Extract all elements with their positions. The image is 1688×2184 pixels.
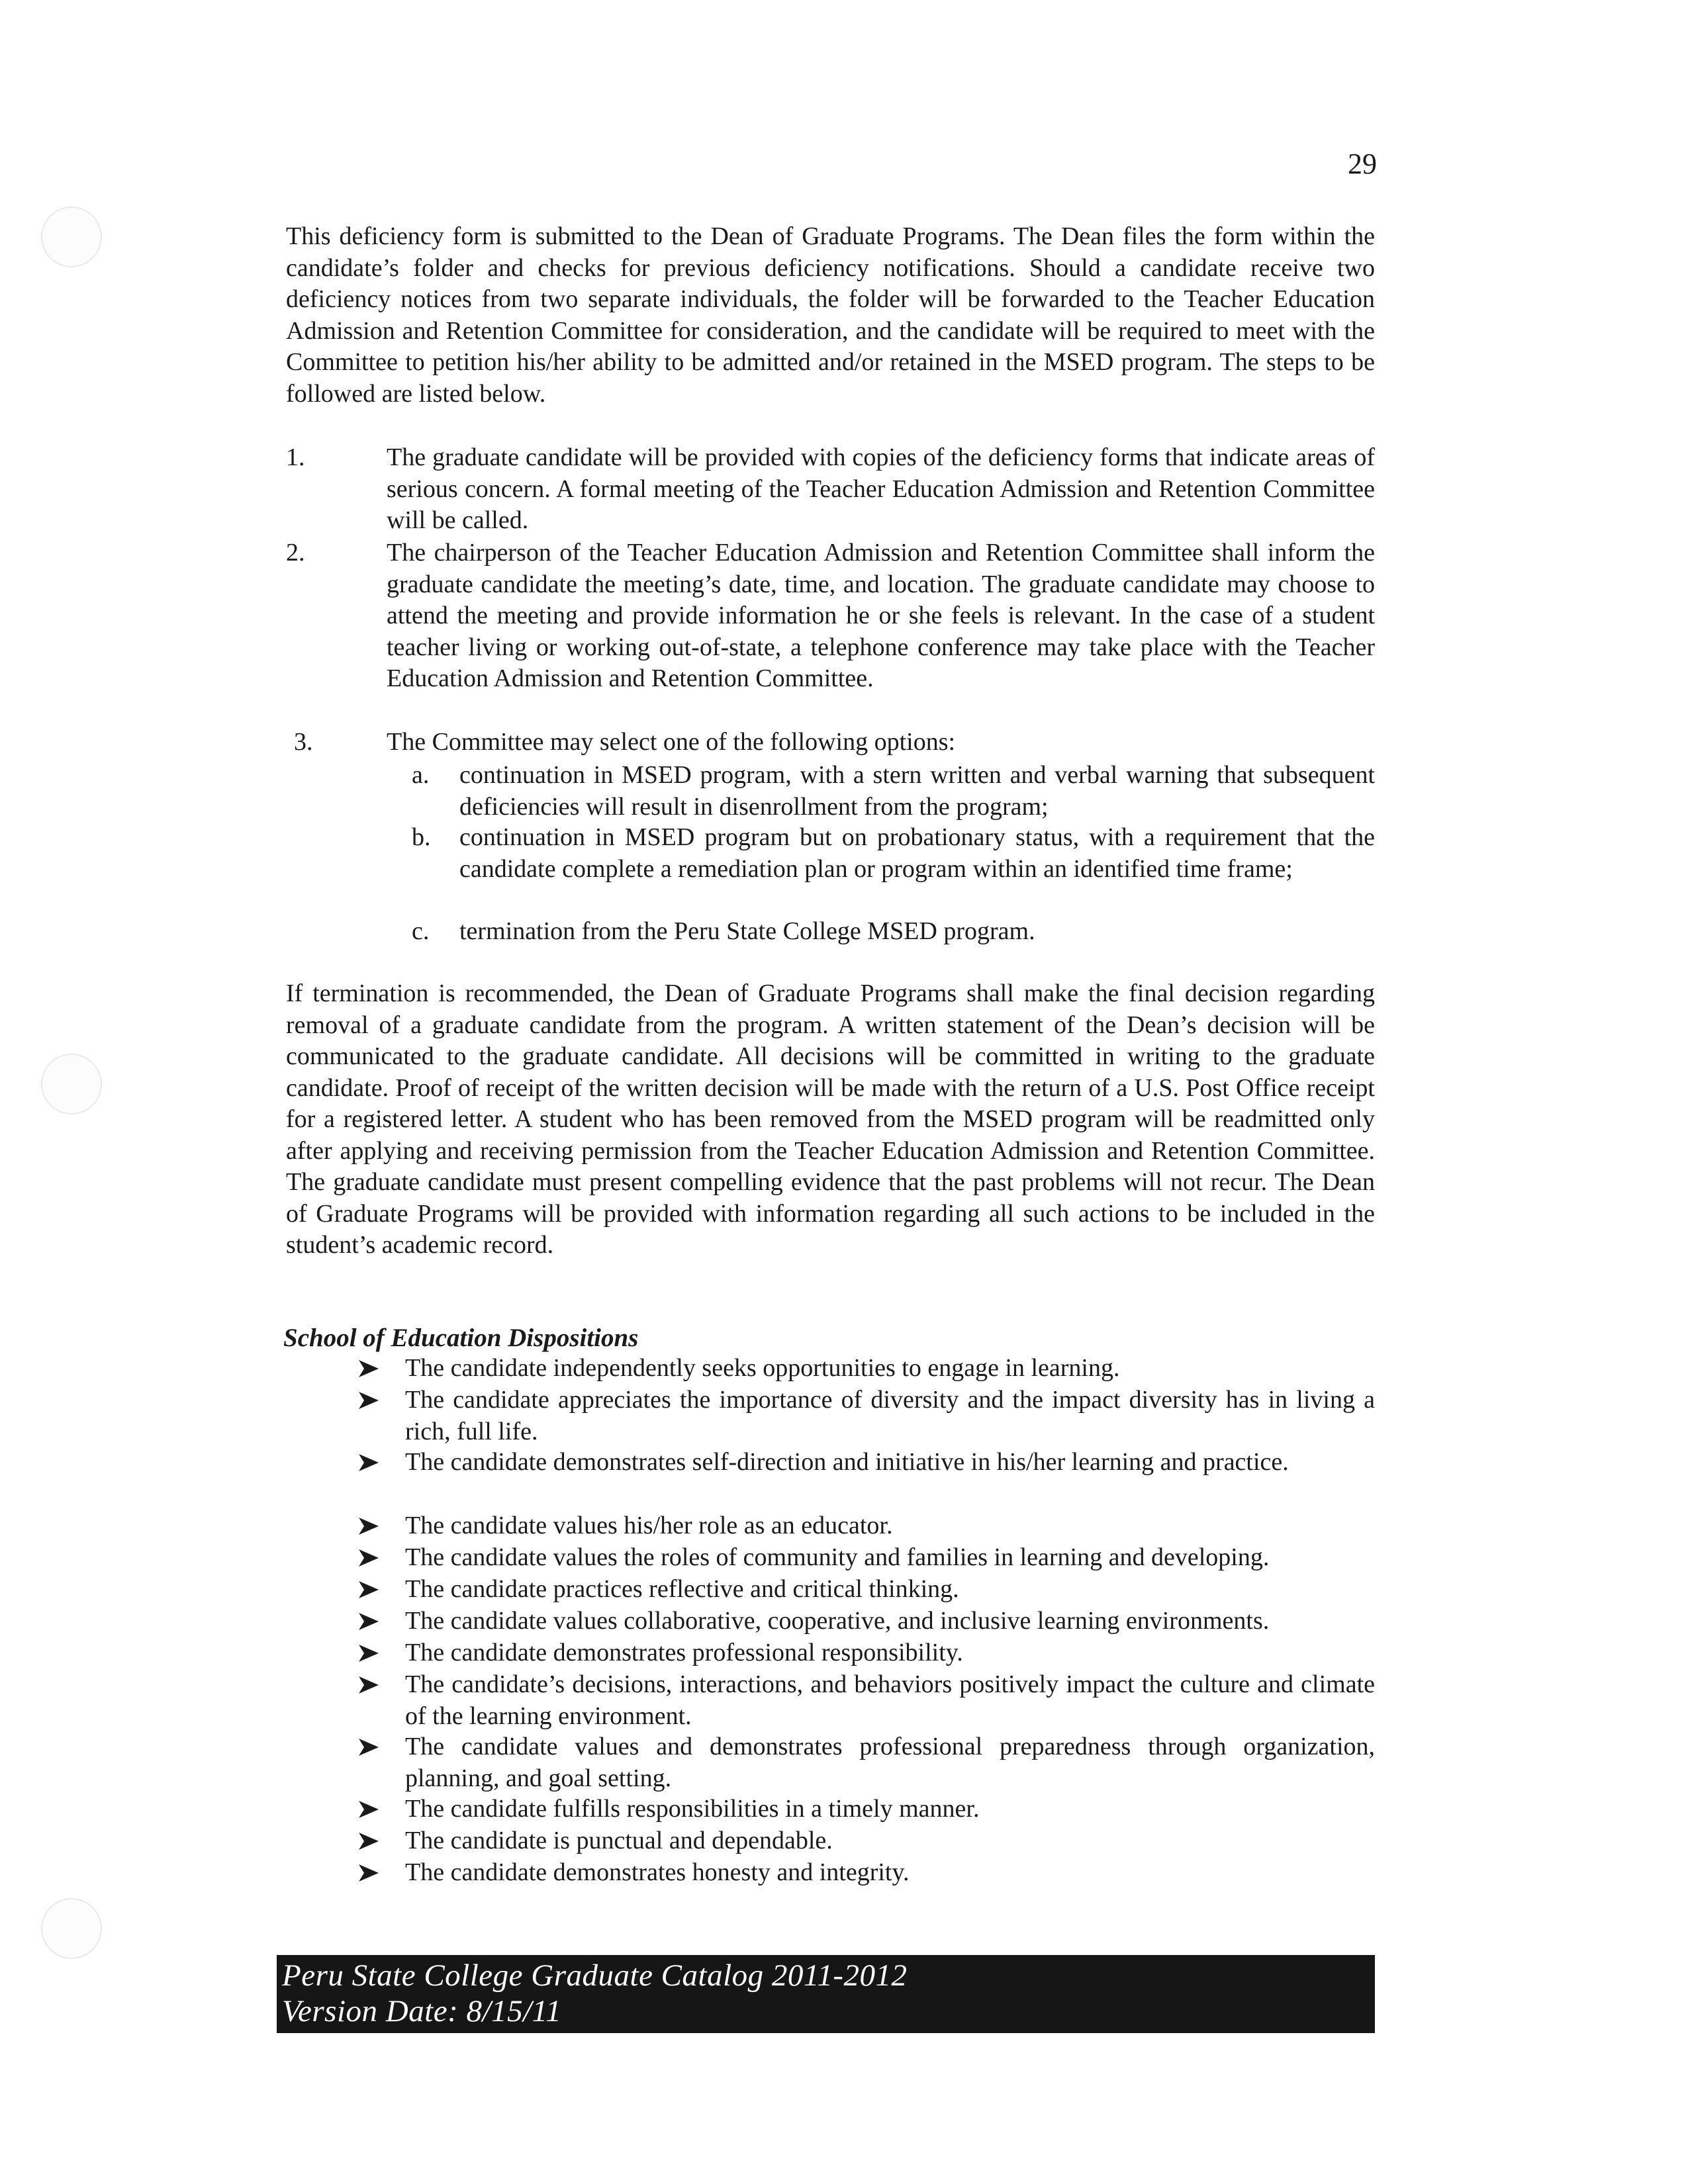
- arrowhead-bullet-icon: [357, 1390, 380, 1410]
- arrowhead-bullet-icon: [357, 1580, 380, 1600]
- binder-hole-top: [41, 206, 102, 267]
- disposition-text: The candidate values the roles of community and families in learning and developing.: [405, 1543, 1270, 1571]
- binder-hole-bottom: [41, 1898, 102, 1959]
- step-text: The Committee may select one of the following options:: [387, 728, 956, 756]
- dispositions-heading: School of Education Dispositions: [283, 1324, 639, 1352]
- step-text: The chairperson of the Teacher Education Admission and Retention Committee shall inform the graduate candidate the meeting’s date, time, and location. The graduate candidate may choose to attend the meeting and provide information he or she feels is relevant. In the case of a student teacher living or working out-of-state, a telephone conference may take place with the Teacher Education Admission and Retention Committee.: [387, 539, 1375, 692]
- step-text: The graduate candidate will be provided with copies of the deficiency forms that indicate areas of serious concern. A formal meeting of the Teacher Education Admission and Retention Committee will be called.: [387, 443, 1375, 534]
- termination-paragraph: If termination is recommended, the Dean of Graduate Programs shall make the final decision regarding removal of a graduate candidate from the program. A written statement of the Dean’s decision will be communicated to the graduate candidate. All decisions will be committed in writing to the graduate candidate. Proof of receipt of the written decision will be made with the return of a U.S. Post Office receipt for a registered letter. A student who has been removed from the MSED program will be readmitted only after applying and receiving permission from the Teacher Education Admission and Retention Committee. The graduate candidate must present compelling evidence that the past problems will not recur. The Dean of Graduate Programs will be provided with information regarding all such actions to be included in the student’s academic record.: [286, 979, 1375, 1259]
- footer-catalog-title: Peru State College Graduate Catalog 2011-2012: [282, 1958, 908, 1993]
- footer-version-date: Version Date: 8/15/11: [282, 1994, 562, 2028]
- step-marker: 3.: [294, 728, 313, 756]
- arrowhead-bullet-icon: [357, 1453, 380, 1473]
- disposition-text: The candidate appreciates the importance of diversity and the impact diversity has in living a rich, full life.: [405, 1386, 1375, 1445]
- option-marker: c.: [412, 917, 430, 945]
- disposition-text: The candidate practices reflective and critical thinking.: [405, 1575, 959, 1603]
- disposition-text: The candidate demonstrates honesty and integrity.: [405, 1858, 910, 1886]
- arrowhead-bullet-icon: [357, 1831, 380, 1851]
- step-marker: 2.: [286, 539, 305, 567]
- disposition-text: The candidate’s decisions, interactions, and behaviors positively impact the culture and climate of the learning environment.: [405, 1670, 1375, 1730]
- arrowhead-bullet-icon: [357, 1643, 380, 1663]
- disposition-text: The candidate fulfills responsibilities in a timely manner.: [405, 1795, 980, 1823]
- step-marker: 1.: [286, 443, 305, 471]
- option-text: continuation in MSED program but on probationary status, with a requirement that the candidate complete a remediation plan or program within an identified time frame;: [459, 823, 1375, 883]
- option-text: termination from the Peru State College MSED program.: [459, 917, 1035, 945]
- binder-hole-middle: [41, 1054, 102, 1115]
- arrowhead-bullet-icon: [357, 1863, 380, 1883]
- catalog-footer-banner: [277, 1955, 1375, 2033]
- option-marker: a.: [412, 761, 430, 789]
- disposition-text: The candidate values and demonstrates professional preparedness through organization, planning, and goal setting.: [405, 1733, 1375, 1792]
- page-number: 29: [1348, 148, 1377, 180]
- disposition-text: The candidate demonstrates self-direction and initiative in his/her learning and practice.: [405, 1448, 1289, 1476]
- disposition-text: The candidate demonstrates professional responsibility.: [405, 1639, 963, 1666]
- disposition-text: The candidate independently seeks opportunities to engage in learning.: [405, 1354, 1120, 1382]
- arrowhead-bullet-icon: [357, 1799, 380, 1819]
- arrowhead-bullet-icon: [357, 1359, 380, 1379]
- disposition-text: The candidate values collaborative, cooperative, and inclusive learning environments.: [405, 1607, 1270, 1635]
- arrowhead-bullet-icon: [357, 1516, 380, 1536]
- disposition-text: The candidate is punctual and dependable.: [405, 1827, 833, 1854]
- intro-paragraph: This deficiency form is submitted to the Dean of Graduate Programs. The Dean files the form within the candidate’s folder and checks for previous deficiency notifications. Should a candidate receive two deficiency notices from two separate individuals, the folder will be forwarded to the Teacher Education Admission and Retention Committee for consideration, and the candidate will be required to meet with the Committee to petition his/her ability to be admitted and/or retained in the MSED program. The steps to be followed are listed below.: [286, 222, 1375, 408]
- disposition-text: The candidate values his/her role as an educator.: [405, 1512, 893, 1539]
- option-marker: b.: [412, 823, 431, 851]
- arrowhead-bullet-icon: [357, 1548, 380, 1568]
- option-text: continuation in MSED program, with a stern written and verbal warning that subsequent deficiencies will result in disenrollment from the program;: [459, 761, 1375, 821]
- arrowhead-bullet-icon: [357, 1612, 380, 1631]
- arrowhead-bullet-icon: [357, 1675, 380, 1695]
- arrowhead-bullet-icon: [357, 1737, 380, 1757]
